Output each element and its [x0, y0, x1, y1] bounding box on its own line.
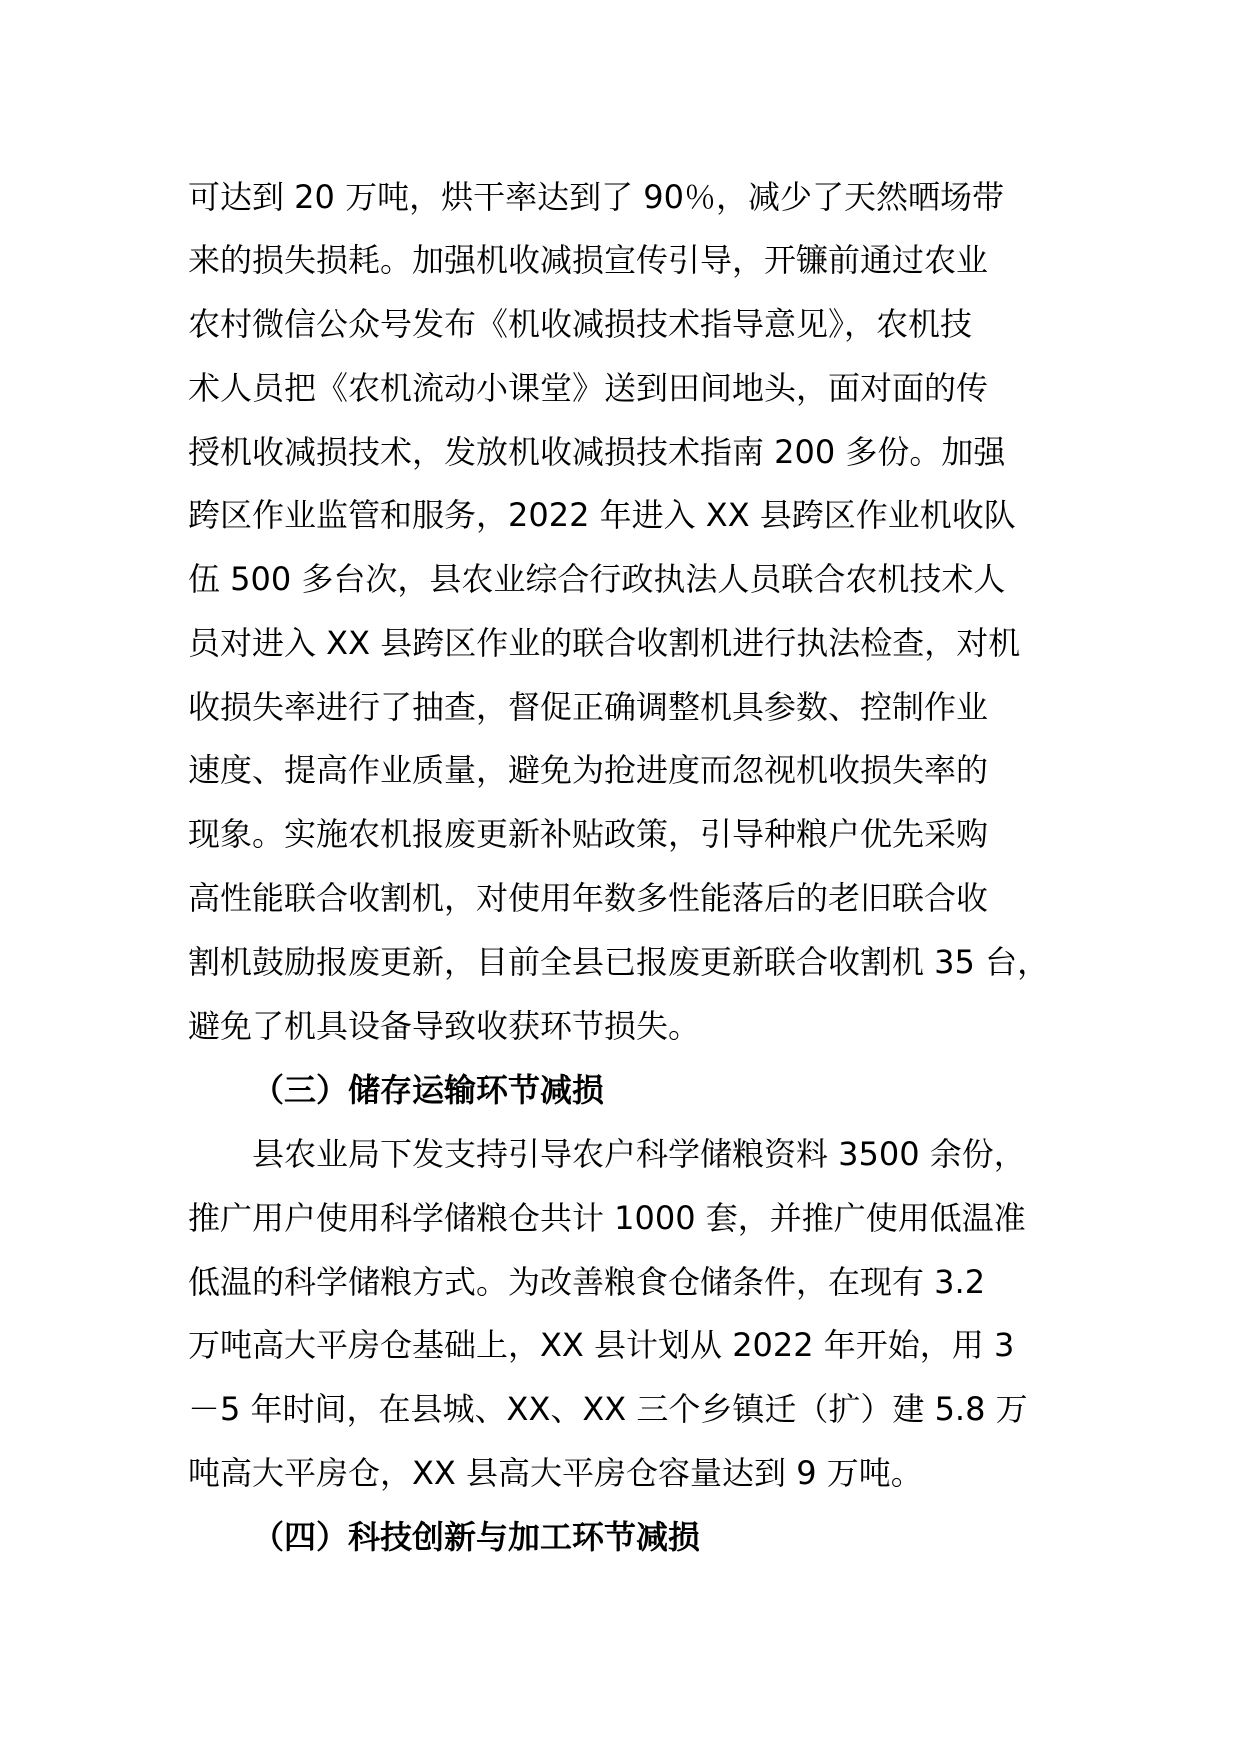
body-text-line: 员对进入 XX 县跨区作业的联合收割机进行执法检查，对机	[188, 624, 1021, 662]
body-text-line: 高性能联合收割机，对使用年数多性能落后的老旧联合收	[188, 879, 989, 917]
body-text-line: 可达到 20 万吨，烘干率达到了 90％，减少了天然晒场带	[188, 178, 1004, 216]
body-text-line: 吨高大平房仓，XX 县高大平房仓容量达到 9 万吨。	[188, 1454, 923, 1492]
body-text-line: 速度、提高作业质量，避免为抢进度而忽视机收损失率的	[188, 751, 989, 789]
body-text-line: 现象。实施农机报废更新补贴政策，引导种粮户优先采购	[188, 815, 989, 853]
body-text-line: 授机收减损技术，发放机收减损技术指南 200 多份。加强	[188, 433, 1006, 471]
body-text-line: 低温的科学储粮方式。为改善粮食仓储条件，在现有 3.2	[188, 1263, 986, 1301]
body-text-line: 术人员把《农机流动小课堂》送到田间地头，面对面的传	[188, 369, 989, 407]
section-heading-3: （三）储存运输环节减损	[252, 1071, 605, 1109]
body-text-line: 避免了机具设备导致收获环节损失。	[188, 1007, 701, 1045]
body-text-line: －5 年时间，在县城、XX、XX 三个乡镇迁（扩）建 5.8 万	[188, 1390, 1028, 1428]
body-text-line: 割机鼓励报废更新，目前全县已报废更新联合收割机 35 台，	[188, 943, 1050, 981]
section-heading-4: （四）科技创新与加工环节减损	[252, 1518, 701, 1556]
body-text-line: 来的损失损耗。加强机收减损宣传引导，开镰前通过农业	[188, 241, 989, 279]
body-text-line: 农村微信公众号发布《机收减损技术指导意见》，农机技	[188, 305, 973, 343]
body-text-line: 伍 500 多台次，县农业综合行政执法人员联合农机技术人	[188, 560, 1006, 598]
body-text-line: 万吨高大平房仓基础上，XX 县计划从 2022 年开始，用 3	[188, 1326, 1015, 1364]
body-text-line: 推广用户使用科学储粮仓共计 1000 套，并推广使用低温准	[188, 1199, 1026, 1237]
body-text-line: 收损失率进行了抽查，督促正确调整机具参数、控制作业	[188, 688, 989, 726]
body-text-line: 跨区作业监管和服务，2022 年进入 XX 县跨区作业机收队	[188, 496, 1016, 534]
paragraph-first-line: 县农业局下发支持引导农户科学储粮资料 3500 余份，	[252, 1135, 1026, 1173]
